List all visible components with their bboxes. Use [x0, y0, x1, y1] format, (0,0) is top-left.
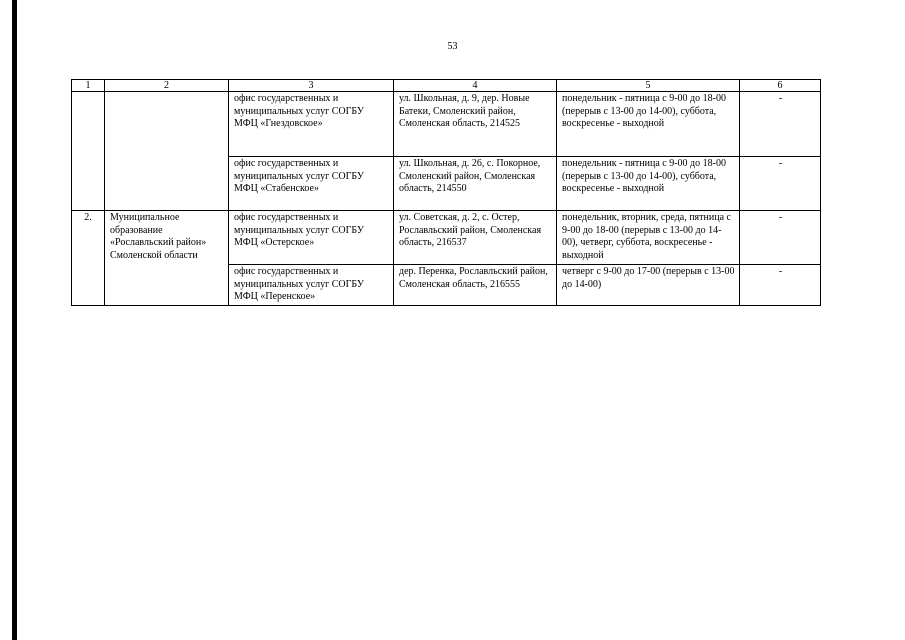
municipality-cell — [105, 92, 229, 211]
address-cell: ул. Школьная, д. 9, дер. Новые Батеки, Смоленский район, Смоленская область, 214525 — [394, 92, 557, 157]
column-header: 5 — [557, 80, 740, 92]
column-header: 1 — [72, 80, 105, 92]
schedule-cell: понедельник - пятница с 9-00 до 18-00 (перерыв с 13-00 до 14-00), суббота, воскресенье - выходной — [557, 92, 740, 157]
row-number-cell: 2. — [72, 211, 105, 306]
schedule-cell: четверг с 9-00 до 17-00 (перерыв с 13-00 до 14-00) — [557, 265, 740, 306]
office-name-cell: офис государственных и муниципальных услуг СОГБУ МФЦ «Перенское» — [229, 265, 394, 306]
column-header: 4 — [394, 80, 557, 92]
page-number: 53 — [447, 41, 458, 52]
column-header: 2 — [105, 80, 229, 92]
office-name-cell: офис государственных и муниципальных услуг СОГБУ МФЦ «Стабенское» — [229, 157, 394, 211]
notes-cell: - — [740, 265, 821, 306]
schedule-cell: понедельник - пятница с 9-00 до 18-00 (перерыв с 13-00 до 14-00), суббота, воскресенье - выходной — [557, 157, 740, 211]
office-name-cell: офис государственных и муниципальных услуг СОГБУ МФЦ «Гнездовское» — [229, 92, 394, 157]
column-number-row — [72, 80, 821, 92]
table-row — [72, 211, 821, 265]
mfc-offices-table — [71, 79, 821, 306]
column-header: 3 — [229, 80, 394, 92]
address-cell: ул. Школьная, д. 26, с. Покорное, Смоленский район, Смоленская область, 214550 — [394, 157, 557, 211]
row-number-cell — [72, 92, 105, 211]
notes-cell: - — [740, 92, 821, 157]
address-cell: дер. Перенка, Рославльский район, Смоленская область, 216555 — [394, 265, 557, 306]
notes-cell: - — [740, 211, 821, 265]
office-name-cell: офис государственных и муниципальных услуг СОГБУ МФЦ «Остерское» — [229, 211, 394, 265]
table-row — [72, 92, 821, 157]
column-header: 6 — [740, 80, 821, 92]
municipality-cell: Муниципальное образование «Рославльский район» Смоленской области — [105, 211, 229, 306]
scan-margin-bar — [12, 0, 17, 640]
schedule-cell: понедельник, вторник, среда, пятница с 9-00 до 18-00 (перерыв с 13-00 до 14-00), четверг, суббота, воскресенье - выходной — [557, 211, 740, 265]
notes-cell: - — [740, 157, 821, 211]
address-cell: ул. Советская, д. 2, с. Остер, Рославльский район, Смоленская область, 216537 — [394, 211, 557, 265]
